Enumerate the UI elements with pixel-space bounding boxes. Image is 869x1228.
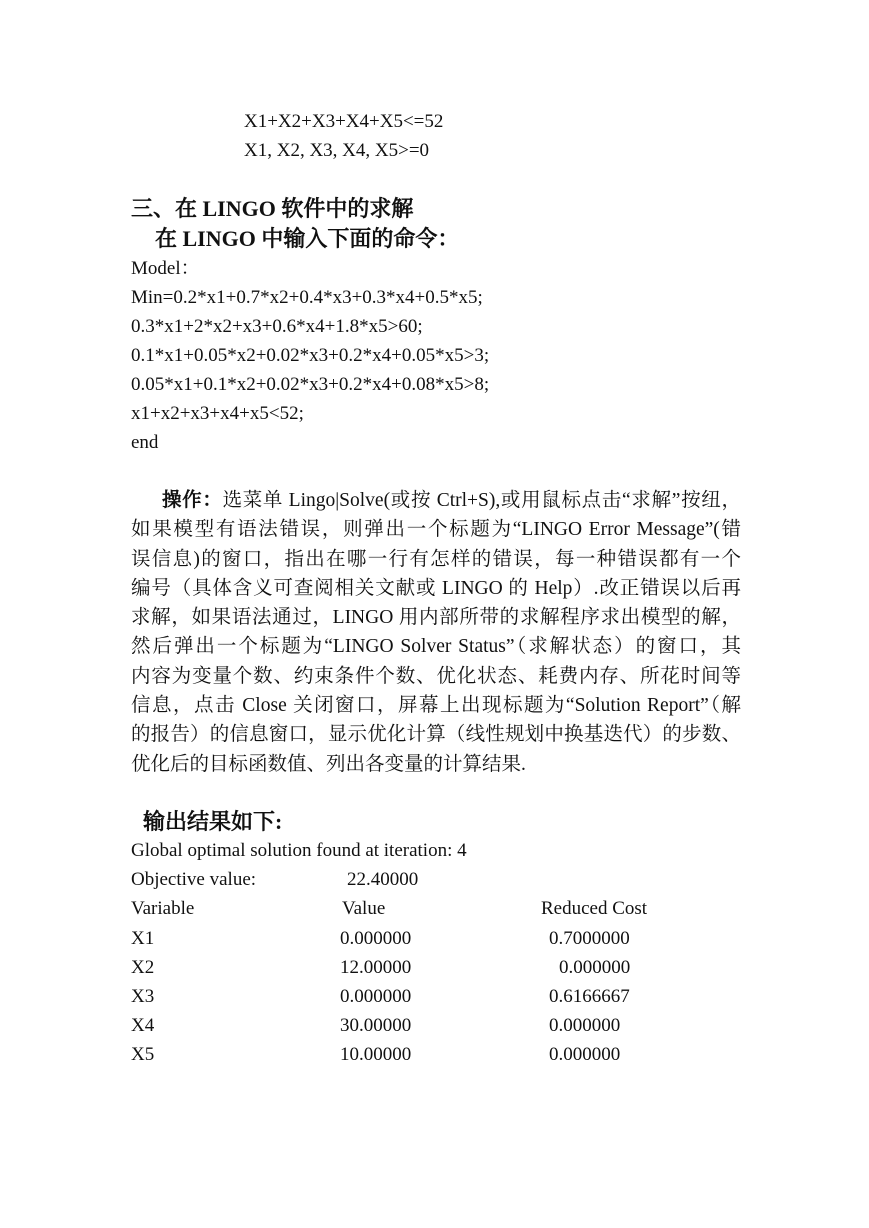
reduced-cost-cell: 0.000000 <box>549 1044 621 1065</box>
variable-cell: X3 <box>131 986 155 1007</box>
code-line: 0.05*x1+0.1*x2+0.02*x3+0.2*x4+0.08*x5>8; <box>131 374 490 395</box>
code-line: end <box>131 432 159 453</box>
paragraph-line: 的报告）的信息窗口，显示优化计算（线性规划中换基迭代）的步数、 <box>131 724 741 746</box>
code-line: Model： <box>131 258 200 279</box>
header-value: Value <box>342 898 386 919</box>
value-cell: 0.000000 <box>340 986 412 1007</box>
paragraph-line: 优化后的目标函数值、列出各变量的计算结果. <box>131 753 526 775</box>
reduced-cost-cell: 0.000000 <box>549 1015 621 1036</box>
value-cell: 10.00000 <box>340 1044 412 1065</box>
paragraph-line: 内容为变量个数、约束条件个数、优化状态、耗费内存、所花时间等 <box>131 665 741 687</box>
header-reduced-cost: Reduced Cost <box>541 898 648 919</box>
code-line: Min=0.2*x1+0.7*x2+0.4*x3+0.3*x4+0.5*x5; <box>131 287 483 308</box>
objective-label: Objective value: <box>131 869 257 890</box>
paragraph-line: 如果模型有语法错误，则弹出一个标题为“LINGO Error Message”(错 <box>131 519 741 541</box>
reduced-cost-cell: 0.7000000 <box>549 928 630 949</box>
paragraph-line: 然后弹出一个标题为“LINGO Solver Status”（求解状态）的窗口，其 <box>131 636 741 658</box>
variable-cell: X4 <box>131 1015 155 1036</box>
header-variable: Variable <box>131 898 195 919</box>
reduced-cost-cell: 0.6166667 <box>549 986 630 1007</box>
operation-label: 操作： <box>162 490 223 511</box>
paragraph-line: 求解，如果语法通过，LINGO 用内部所带的求解程序求出模型的解， <box>131 607 741 629</box>
paragraph-line: 误信息)的窗口，指出在哪一行有怎样的错误，每一种错误都有一个 <box>131 548 741 570</box>
value-cell: 0.000000 <box>340 928 412 949</box>
paragraph-line: 编号（具体含义可查阅相关文献或 LINGO 的 Help）.改正错误以后再 <box>131 577 741 599</box>
subsection-title: 在 LINGO 中输入下面的命令： <box>155 226 460 251</box>
objective-value: 22.40000 <box>347 869 419 890</box>
value-cell: 12.00000 <box>340 957 412 978</box>
paragraph-line: 操作：选菜单 Lingo|Solve(或按 Ctrl+S),或用鼠标点击“求解”按纽， <box>162 490 741 511</box>
output-title: 输出结果如下: <box>143 809 283 834</box>
constraint-sum: X1+X2+X3+X4+X5<=52 <box>244 111 444 132</box>
global-solution-line: Global optimal solution found at iteration: 4 <box>131 840 467 861</box>
section-title: 三、在 LINGO 软件中的求解 <box>131 196 414 221</box>
constraint-nonnegative: X1, X2, X3, X4, X5>=0 <box>244 140 430 161</box>
variable-cell: X2 <box>131 957 155 978</box>
code-line: x1+x2+x3+x4+x5<52; <box>131 403 304 424</box>
paragraph-line: 信息，点击 Close 关闭窗口，屏幕上出现标题为“Solution Report”（解 <box>131 695 741 717</box>
code-line: 0.1*x1+0.05*x2+0.02*x3+0.2*x4+0.05*x5>3; <box>131 345 490 366</box>
code-line: 0.3*x1+2*x2+x3+0.6*x4+1.8*x5>60; <box>131 316 423 337</box>
variable-cell: X1 <box>131 928 155 949</box>
reduced-cost-cell: 0.000000 <box>559 957 631 978</box>
value-cell: 30.00000 <box>340 1015 412 1036</box>
variable-cell: X5 <box>131 1044 155 1065</box>
operation-paragraph <box>131 486 741 779</box>
